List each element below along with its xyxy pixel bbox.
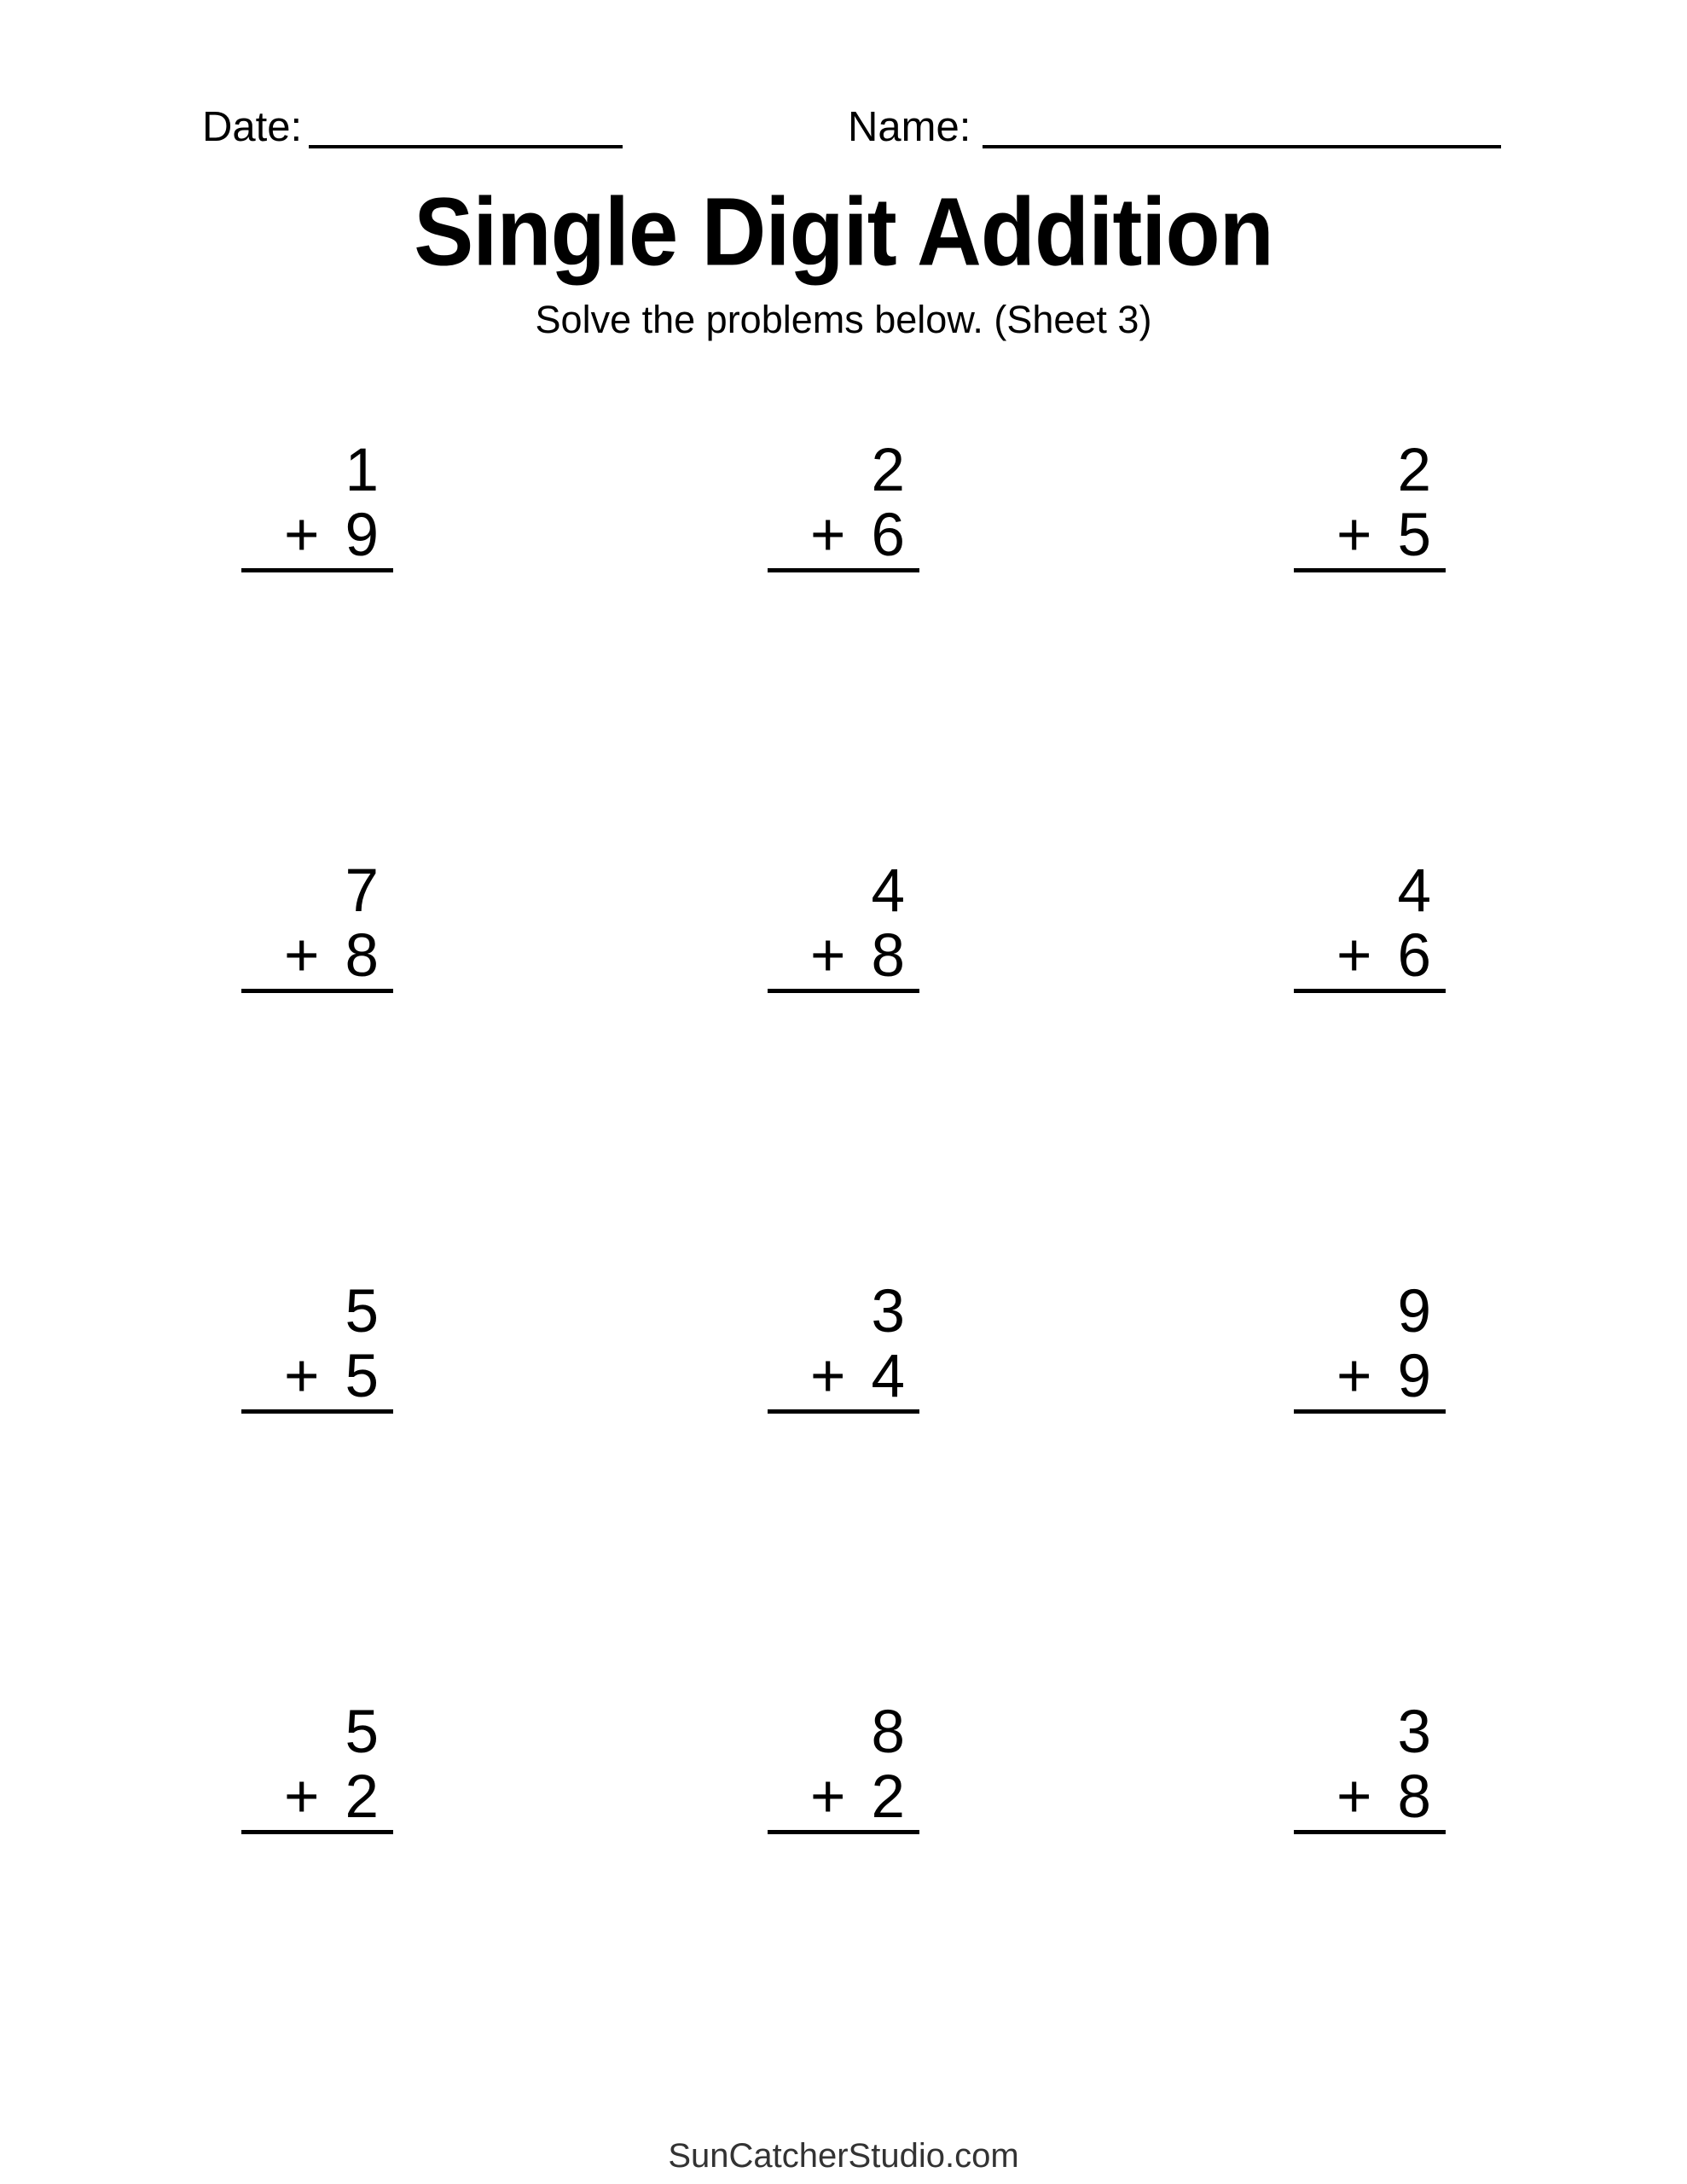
addend-top: 2 [1397,437,1431,504]
date-fill-line [309,145,623,148]
plus-operator: + [284,1763,320,1831]
plus-operator: + [1336,1343,1372,1410]
problem-8 [768,1280,919,1414]
addend-top: 3 [1397,1699,1431,1766]
addend-top: 3 [871,1278,905,1345]
page-subtitle: Solve the problems below. (Sheet 3) [535,298,1152,341]
plus-operator: + [1336,502,1372,569]
plus-operator: + [284,502,320,569]
plus-operator: + [810,502,846,569]
addend-bottom: 2 [871,1763,905,1831]
problem-4 [241,859,393,993]
addend-bottom: 4 [871,1343,905,1410]
plus-operator: + [810,1763,846,1831]
problem-12 [1294,1700,1446,1834]
plus-operator: + [810,922,846,990]
plus-operator: + [810,1343,846,1410]
addend-bottom: 5 [345,1343,379,1410]
addend-top: 8 [871,1699,905,1766]
problem-10 [241,1700,393,1834]
plus-operator: + [1336,1763,1372,1831]
addend-bottom: 6 [871,502,905,569]
addend-top: 1 [345,437,379,504]
footer-site-credit: SunCatcherStudio.com [668,2137,1019,2175]
problem-9 [1294,1280,1446,1414]
page-title: Single Digit Addition [414,178,1273,287]
date-label: Date: [202,104,303,150]
problem-6 [1294,859,1446,993]
problem-7 [241,1280,393,1414]
addend-top: 5 [345,1699,379,1766]
addend-top: 4 [871,857,905,925]
addend-bottom: 8 [871,922,905,990]
addend-bottom: 6 [1397,922,1431,990]
name-fill-line [983,145,1501,148]
addend-top: 7 [345,857,379,925]
addend-bottom: 8 [1397,1763,1431,1831]
addend-top: 2 [871,437,905,504]
addend-bottom: 9 [1397,1343,1431,1410]
addend-bottom: 5 [1397,502,1431,569]
plus-operator: + [284,1343,320,1410]
name-label: Name: [848,104,971,150]
addend-bottom: 2 [345,1763,379,1831]
problem-3 [1294,439,1446,572]
problem-2 [768,439,919,572]
addend-bottom: 8 [345,922,379,990]
problem-5 [768,859,919,993]
plus-operator: + [284,922,320,990]
problem-11 [768,1700,919,1834]
addend-top: 5 [345,1278,379,1345]
problems-grid [241,439,1446,1834]
addend-top: 9 [1397,1278,1431,1345]
addend-top: 4 [1397,857,1431,925]
addend-bottom: 9 [345,502,379,569]
plus-operator: + [1336,922,1372,990]
problem-1 [241,439,393,572]
